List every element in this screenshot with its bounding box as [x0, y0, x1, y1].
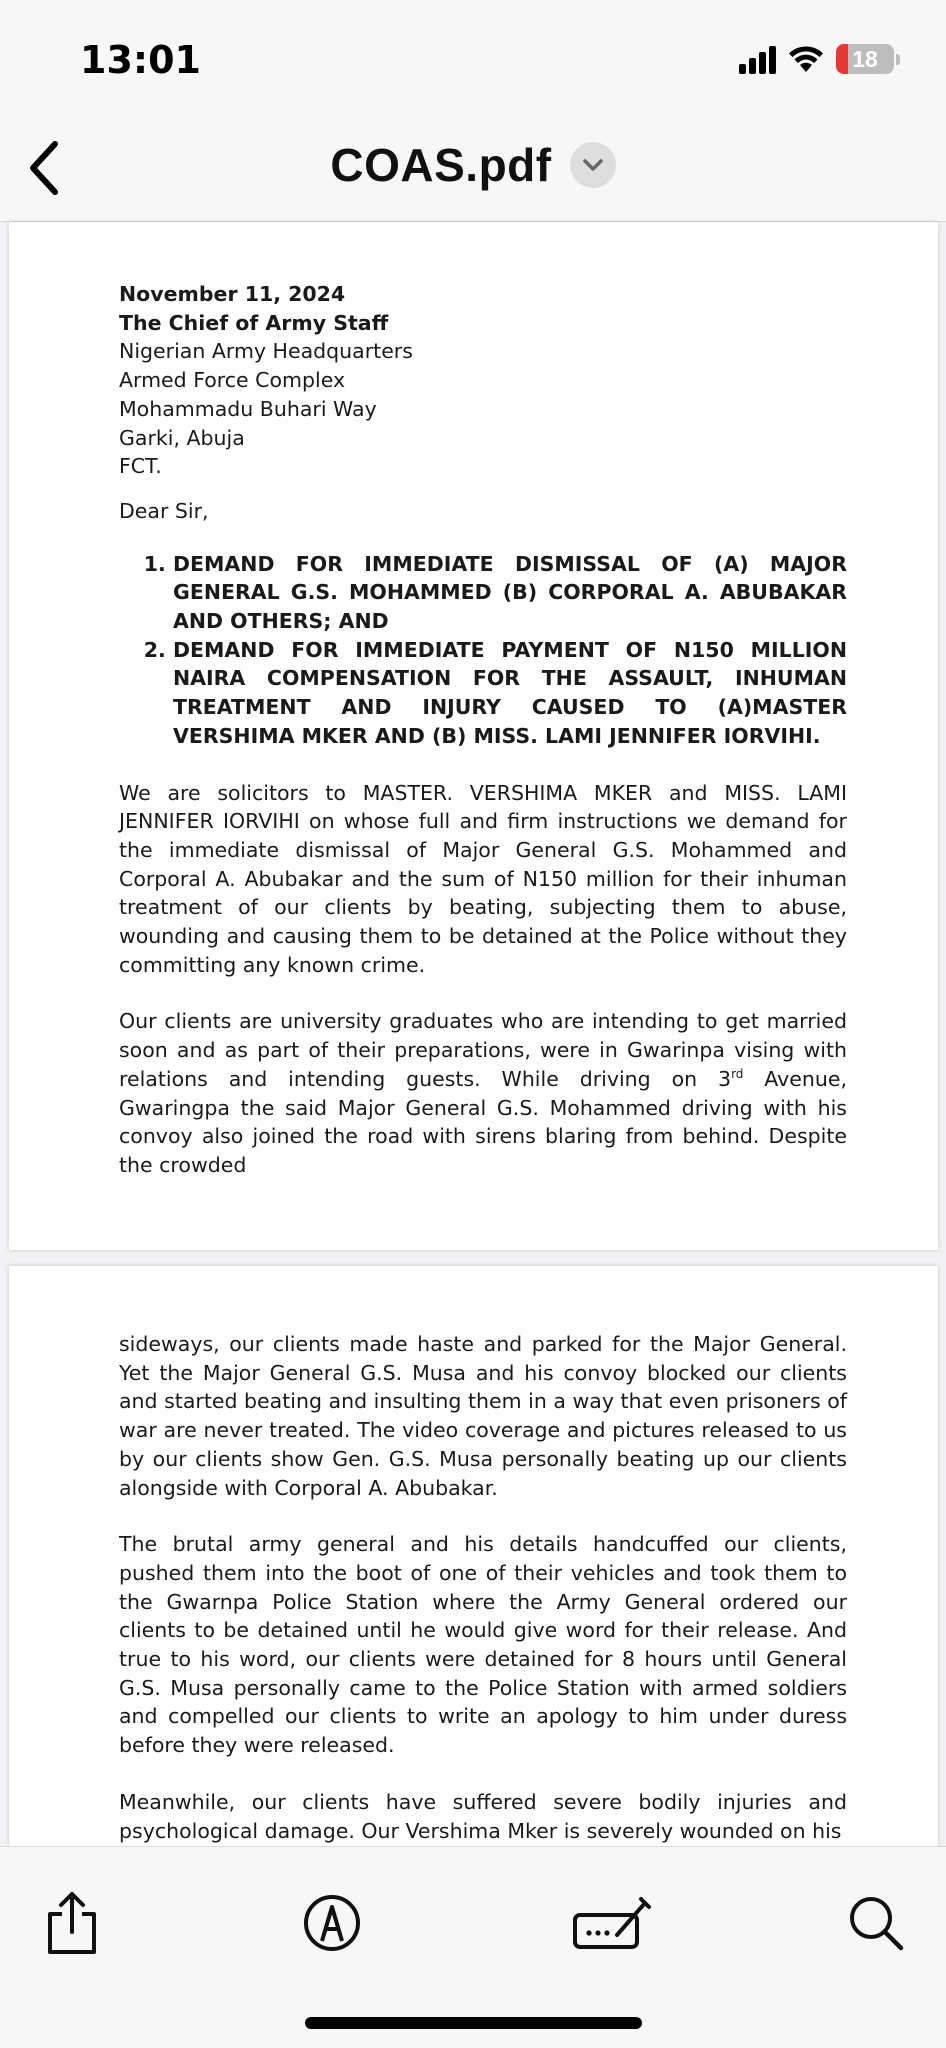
bottom-toolbar	[0, 1846, 946, 2048]
share-icon	[44, 1890, 100, 1956]
letter-header	[119, 280, 847, 481]
pdf-page-1	[9, 222, 938, 1250]
home-indicator[interactable]	[305, 2017, 642, 2029]
nav-bar	[0, 120, 946, 222]
title-menu[interactable]	[0, 138, 946, 192]
paragraph: sideways, our clients made haste and parked for the Major General. Yet the Major General G.S. Musa and his convoy blocked our clients and started beating and insulting them in a way that even prisoners of war are never treated. The video coverage and pictures released to us by our clients show Gen. G.S. Musa personally beating up our clients alongside with Corporal A. Abubakar.	[119, 1332, 847, 1500]
markup-button[interactable]	[292, 1883, 372, 1963]
search-button[interactable]	[836, 1883, 916, 1963]
salutation: Dear Sir,	[119, 498, 209, 523]
address-line: Nigerian Army Headquarters	[119, 339, 413, 364]
address-line: Mohammadu Buhari Way	[119, 396, 377, 421]
battery-cap	[896, 54, 900, 65]
demands-list	[149, 550, 847, 751]
share-button[interactable]	[32, 1883, 112, 1963]
paragraph-text: Our clients are university graduates who are intending to get married soon and as part of their preparations, were in Gwarinpa vising with relations and intending guests. While driving on 3	[119, 1009, 847, 1091]
signature-button[interactable]	[562, 1883, 662, 1963]
letter-date: November 11, 2024	[119, 282, 346, 306]
paragraph: Meanwhile, our clients have suffered severe bodily injuries and psychological damage. Our Vershima Mker is severely wounded on his	[119, 1789, 847, 1843]
chevron-down-icon[interactable]	[570, 142, 616, 188]
signal-icon	[739, 44, 776, 74]
status-icons	[739, 44, 900, 74]
markup-icon	[302, 1893, 362, 1953]
status-time: 13:01	[80, 38, 201, 82]
signature-icon	[571, 1895, 653, 1951]
address-line: Garki, Abuja	[119, 425, 245, 450]
search-icon	[846, 1893, 906, 1953]
battery-icon	[836, 44, 894, 74]
battery-level: 18	[852, 45, 878, 72]
paragraph: The brutal army general and his details handcuffed our clients, pushed them into the boot of one of their vehicles and took them to the Gwarnpa Police Station where the Army General ordered our clients to be detained until he would give word for their release. And true to his word, our clients were detained for 8 hours until General G.S. Musa personally came to the Police Station with armed soldiers and compelled our clients to write an apology to him under duress before they were released.	[119, 1532, 847, 1758]
wifi-icon	[788, 45, 824, 73]
address-line: Armed Force Complex	[119, 368, 346, 393]
document-title: COAS.pdf	[330, 139, 552, 191]
pdf-page-2	[9, 1266, 938, 1846]
demand-item: 1. DEMAND FOR IMMEDIATE DISMISSAL OF (A) MAJOR GENERAL G.S. MOHAMMED (B) CORPORAL A. ABUBAKAR AND OTHERS; AND	[173, 550, 847, 636]
demand-item: 2. DEMAND FOR IMMEDIATE PAYMENT OF N150 MILLION NAIRA COMPENSATION FOR THE ASSAULT, INHUMAN TREATMENT AND INJURY CAUSED TO (A)MASTER VERSHIMA MKER AND (B) MISS. LAMI JENNIFER IORVIHI.	[173, 636, 847, 751]
status-bar	[0, 0, 946, 120]
paragraph	[119, 1007, 847, 1179]
letter-recipient: The Chief of Army Staff	[119, 310, 389, 335]
paragraph: We are solicitors to MASTER. VERSHIMA MKER and MISS. LAMI JENNIFER IORVIHI on whose full and firm instructions we demand for the immediate dismissal of Major General G.S. Mohammed and Corporal A. Abubakar and the sum of N150 million for their inhuman treatment of our clients by beating, subjecting them to abuse, wounding and causing them to be detained at the Police without they committing any known crime.	[119, 780, 847, 977]
ordinal-suffix: rd	[731, 1067, 744, 1082]
page2-content	[119, 1330, 847, 1845]
page1-content	[119, 280, 847, 1180]
paragraph-text: Avenue, Gwaringpa the said Major General G.S. Mohammed driving with his convoy also joined the road with sirens blaring from behind. Despite the crowded	[119, 1066, 847, 1177]
address-line: FCT.	[119, 454, 162, 479]
